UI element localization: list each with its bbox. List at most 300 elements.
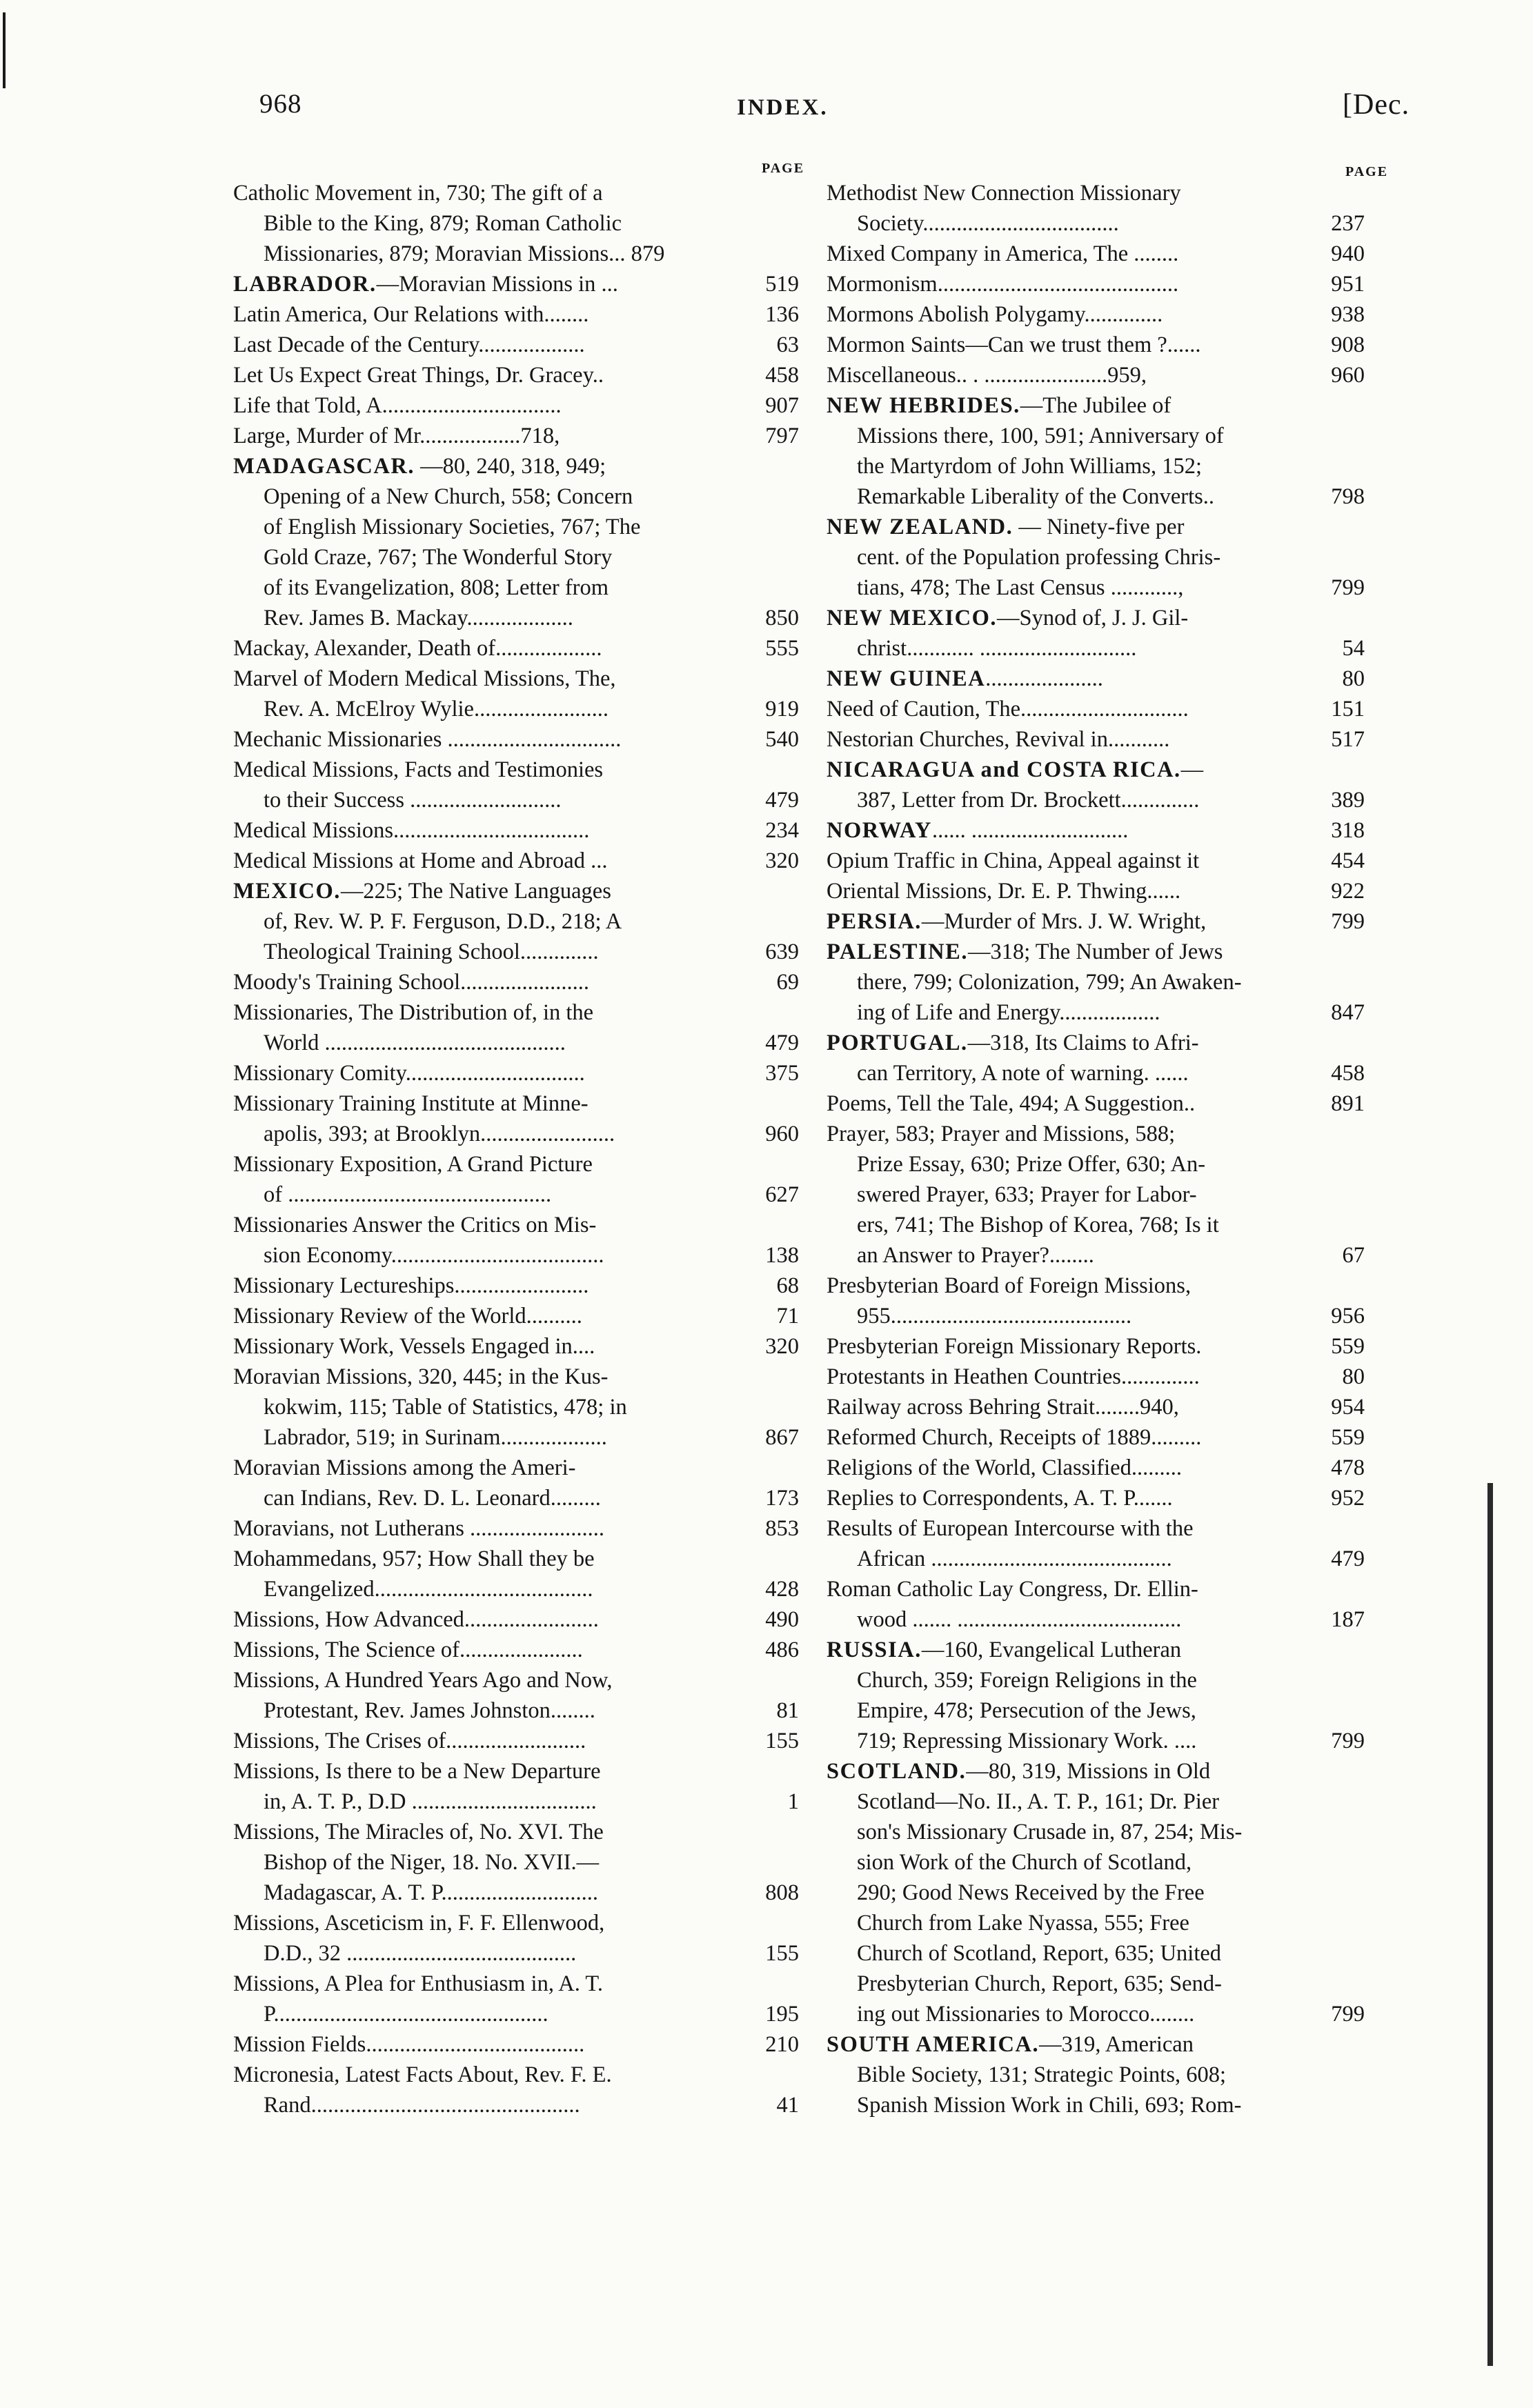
page-reference: 519 xyxy=(765,272,799,297)
entry-heading: NORWAY xyxy=(827,818,932,843)
index-entry xyxy=(233,846,799,876)
index-entry xyxy=(233,269,799,299)
entry-heading: SOUTH AMERICA. xyxy=(827,2032,1040,2057)
page-reference: 960 xyxy=(765,1122,799,1146)
entry-text: Mormon Saints—Can we trust them ?...... xyxy=(827,332,1201,357)
page-reference: 627 xyxy=(765,1182,799,1207)
entry-line xyxy=(827,1665,1365,1695)
entry-heading: NEW ZEALAND. xyxy=(827,515,1013,539)
entry-text: —160, Evangelical Lutheran xyxy=(921,1638,1182,1662)
index-entry xyxy=(827,906,1365,937)
index-entry xyxy=(827,1635,1365,1756)
index-entry xyxy=(233,1665,799,1726)
entry-line xyxy=(233,1695,799,1726)
entry-line xyxy=(827,846,1365,876)
page-reference: 479 xyxy=(765,1031,799,1055)
entry-text: Missionaries, The Distribution of, in the xyxy=(233,1000,594,1025)
entry-heading: MADAGASCAR. xyxy=(233,454,415,479)
entry-line xyxy=(827,299,1365,330)
entry-text: wood ....... ........................................ xyxy=(857,1607,1182,1632)
entry-text: Medical Missions at Home and Abroad ... xyxy=(233,848,608,873)
page-reference: 41 xyxy=(776,2093,799,2118)
entry-heading: PALESTINE. xyxy=(827,939,968,964)
entry-text: —80, 240, 318, 949; xyxy=(414,454,606,479)
entry-text: ers, 741; The Bishop of Korea, 768; Is it xyxy=(857,1213,1219,1237)
entry-line xyxy=(827,239,1365,269)
page-reference: 956 xyxy=(1331,1304,1365,1329)
right-index-column xyxy=(827,178,1365,2120)
index-entry xyxy=(827,1088,1365,1119)
index-entry xyxy=(827,330,1365,360)
entry-line xyxy=(233,269,799,299)
entry-text: Society................................... xyxy=(857,211,1119,236)
page-reference: 891 xyxy=(1331,1091,1365,1116)
page-reference: 799 xyxy=(1331,909,1365,934)
entry-text: kokwim, 115; Table of Statistics, 478; in xyxy=(264,1395,627,1420)
entry-line xyxy=(827,360,1365,390)
entry-text: Mormons Abolish Polygamy.............. xyxy=(827,302,1163,327)
page-reference: 155 xyxy=(765,1729,799,1753)
index-entry xyxy=(827,1028,1365,1088)
index-entry xyxy=(827,1513,1365,1574)
index-entry xyxy=(233,1604,799,1635)
index-entry xyxy=(233,1969,799,2029)
entry-line xyxy=(827,451,1365,481)
index-entry xyxy=(233,1210,799,1271)
entry-text: ..................... xyxy=(985,666,1103,691)
entry-text: in, A. T. P., D.D ................................. xyxy=(264,1789,597,1814)
entry-text: Missionary Comity................................ xyxy=(233,1061,585,1086)
index-entry xyxy=(233,390,799,421)
entry-text: World ........................................... xyxy=(264,1031,566,1055)
entry-text: Latin America, Our Relations with........ xyxy=(233,302,589,327)
entry-line xyxy=(827,1392,1365,1422)
page-title: INDEX. xyxy=(737,95,829,120)
entry-text: Missions, The Crises of......................... xyxy=(233,1729,586,1753)
page-reference: 490 xyxy=(765,1607,799,1632)
entry-text: —Murder of Mrs. J. W. Wright, xyxy=(921,909,1207,934)
entry-line xyxy=(827,1453,1365,1483)
page-reference: 151 xyxy=(1331,697,1365,722)
entry-text: Moravian Missions among the Ameri- xyxy=(233,1455,576,1480)
index-entry xyxy=(827,1574,1365,1635)
entry-line xyxy=(233,299,799,330)
entry-text: Medical Missions, Facts and Testimonies xyxy=(233,757,604,782)
index-entry xyxy=(827,360,1365,390)
entry-text: Mechanic Missionaries ............................... xyxy=(233,727,622,752)
entry-text: Missions, Asceticism in, F. F. Ellenwood, xyxy=(233,1911,605,1936)
entry-text: —318; The Number of Jews xyxy=(967,939,1223,964)
page-reference: 458 xyxy=(1331,1061,1365,1086)
index-entry xyxy=(827,390,1365,512)
entry-text: 719; Repressing Missionary Work. .... xyxy=(857,1729,1197,1753)
index-entry xyxy=(233,1756,799,1817)
entry-text: ing of Life and Energy.................. xyxy=(857,1000,1160,1025)
entry-text: Missions, A Plea for Enthusiasm in, A. T. xyxy=(233,1971,603,1996)
index-entry xyxy=(827,299,1365,330)
entry-text: Opening of a New Church, 558; Concern xyxy=(264,484,633,509)
page-reference: 954 xyxy=(1331,1395,1365,1420)
entry-text: Presbyterian Foreign Missionary Reports. xyxy=(827,1334,1202,1359)
entry-line xyxy=(827,1422,1365,1453)
entry-line xyxy=(233,1362,799,1392)
page-reference: 797 xyxy=(765,424,799,448)
entry-text: there, 799; Colonization, 799; An Awaken- xyxy=(857,970,1242,995)
index-entry xyxy=(827,1483,1365,1513)
entry-line xyxy=(233,1453,799,1483)
entry-line xyxy=(233,1635,799,1665)
page-reference: 940 xyxy=(1331,241,1365,266)
index-entry xyxy=(233,421,799,451)
entry-line xyxy=(233,208,799,239)
entry-line xyxy=(233,785,799,815)
entry-line xyxy=(827,1301,1365,1331)
entry-text: cent. of the Population professing Chris- xyxy=(857,545,1221,570)
index-entry xyxy=(233,2029,799,2060)
page-reference: 69 xyxy=(776,970,799,995)
entry-text: Labrador, 519; in Surinam................... xyxy=(264,1425,607,1450)
page-reference: 847 xyxy=(1331,1000,1365,1025)
entry-text: can Indians, Rev. D. L. Leonard......... xyxy=(264,1486,601,1511)
entry-line xyxy=(233,1604,799,1635)
page-reference: 210 xyxy=(765,2032,799,2057)
page-reference: 187 xyxy=(1331,1607,1365,1632)
entry-text: Mixed Company in America, The ........ xyxy=(827,241,1179,266)
index-entry xyxy=(233,815,799,846)
entry-line xyxy=(827,815,1365,846)
entry-text: Missions, A Hundred Years Ago and Now, xyxy=(233,1668,613,1693)
index-entry xyxy=(233,1908,799,1969)
entry-line xyxy=(233,421,799,451)
entry-line xyxy=(233,1847,799,1878)
entry-text: Protestants in Heathen Countries.............. xyxy=(827,1364,1200,1389)
entry-text: to their Success ........................... xyxy=(264,788,562,813)
index-entry xyxy=(827,269,1365,299)
entry-line xyxy=(827,512,1365,542)
page-reference: 951 xyxy=(1331,272,1365,297)
entry-text: Bishop of the Niger, 18. No. XVII.— xyxy=(264,1850,600,1875)
index-entry xyxy=(233,724,799,755)
entry-text: Madagascar, A. T. P............................ xyxy=(264,1880,598,1905)
entry-text: Missionaries Answer the Critics on Mis- xyxy=(233,1213,597,1237)
page-reference: 81 xyxy=(776,1698,799,1723)
index-entry xyxy=(233,1058,799,1088)
entry-line xyxy=(233,815,799,846)
entry-line xyxy=(827,785,1365,815)
page-reference: 907 xyxy=(765,393,799,418)
month-label: [Dec. xyxy=(1343,89,1410,121)
index-entry xyxy=(827,1119,1365,1271)
entry-line xyxy=(233,1271,799,1301)
entry-text: of ............................................... xyxy=(264,1182,552,1207)
entry-text: 387, Letter from Dr. Brockett.............. xyxy=(857,788,1200,813)
page-reference: 867 xyxy=(765,1425,799,1450)
index-entry xyxy=(827,724,1365,755)
entry-text: ing out Missionaries to Morocco........ xyxy=(857,2002,1195,2027)
page-reference: 919 xyxy=(765,697,799,722)
page-reference: 555 xyxy=(765,636,799,661)
entry-text: Missionary Lectureships........................ xyxy=(233,1273,589,1298)
page-reference: 237 xyxy=(1331,211,1365,236)
entry-line xyxy=(233,1422,799,1453)
entry-line xyxy=(233,937,799,967)
entry-text: Bible Society, 131; Strategic Points, 608; xyxy=(857,2062,1227,2087)
entry-line xyxy=(827,1028,1365,1058)
entry-line xyxy=(827,755,1365,785)
index-entry xyxy=(233,1331,799,1362)
page-reference: 63 xyxy=(776,332,799,357)
entry-line xyxy=(233,633,799,664)
entry-text: Micronesia, Latest Facts About, Rev. F. E. xyxy=(233,2062,612,2087)
page-reference: 908 xyxy=(1331,332,1365,357)
entry-text: Church, 359; Foreign Religions in the xyxy=(857,1668,1197,1693)
page-reference: 155 xyxy=(765,1941,799,1966)
page-reference: 517 xyxy=(1331,727,1365,752)
entry-line xyxy=(233,1513,799,1544)
entry-line xyxy=(827,1635,1365,1665)
entry-line xyxy=(827,967,1365,997)
entry-line xyxy=(827,633,1365,664)
entry-text: swered Prayer, 633; Prayer for Labor- xyxy=(857,1182,1197,1207)
index-entry xyxy=(827,664,1365,694)
index-entry xyxy=(233,1726,799,1756)
entry-line xyxy=(827,481,1365,512)
entry-line xyxy=(827,876,1365,906)
entry-line xyxy=(827,1331,1365,1362)
entry-text: Moravian Missions, 320, 445; in the Kus- xyxy=(233,1364,609,1389)
entry-text: tians, 478; The Last Census ............, xyxy=(857,575,1184,600)
index-entry xyxy=(827,1756,1365,2029)
entry-line xyxy=(827,2060,1365,2090)
entry-line xyxy=(827,1180,1365,1210)
entry-text: Prayer, 583; Prayer and Missions, 588; xyxy=(827,1122,1176,1146)
entry-text: Rev. A. McElroy Wylie........................ xyxy=(264,697,609,722)
entry-text: Missions, The Science of...................... xyxy=(233,1638,583,1662)
entry-text: Missions, Is there to be a New Departure xyxy=(233,1759,601,1784)
entry-line xyxy=(827,603,1365,633)
entry-text: Empire, 478; Persecution of the Jews, xyxy=(857,1698,1196,1723)
page-reference: 799 xyxy=(1331,575,1365,600)
entry-text: Protestant, Rev. James Johnston........ xyxy=(264,1698,595,1723)
page-reference: 389 xyxy=(1331,788,1365,813)
page-reference: 375 xyxy=(765,1061,799,1086)
entry-line xyxy=(233,1210,799,1240)
entry-line xyxy=(827,1726,1365,1756)
entry-heading: LABRADOR. xyxy=(233,272,377,297)
entry-line xyxy=(233,603,799,633)
entry-line xyxy=(233,1787,799,1817)
index-entry xyxy=(233,1453,799,1513)
index-entry xyxy=(233,967,799,997)
entry-line xyxy=(233,2090,799,2120)
page-reference: 479 xyxy=(765,788,799,813)
page-reference: 639 xyxy=(765,939,799,964)
entry-heading: NICARAGUA and COSTA RICA. xyxy=(827,757,1181,782)
entry-text: Large, Murder of Mr..................718, xyxy=(233,424,560,448)
entry-text: — xyxy=(1180,757,1204,782)
entry-text: Gold Craze, 767; The Wonderful Story xyxy=(264,545,613,570)
entry-line xyxy=(827,1240,1365,1271)
entry-line xyxy=(233,967,799,997)
index-entry xyxy=(233,1088,799,1149)
index-entry xyxy=(233,1362,799,1453)
page-reference: 922 xyxy=(1331,879,1365,904)
index-entry xyxy=(827,937,1365,1028)
entry-line xyxy=(233,1999,799,2029)
entry-line xyxy=(233,1180,799,1210)
right-page-column-heading: PAGE xyxy=(1345,164,1389,179)
index-entry xyxy=(827,512,1365,603)
margin-mark xyxy=(3,12,6,88)
entry-line xyxy=(827,1210,1365,1240)
page-reference: 938 xyxy=(1331,302,1365,327)
entry-line xyxy=(233,1149,799,1180)
entry-text: can Territory, A note of warning. ...... xyxy=(857,1061,1189,1086)
page-reference: 54 xyxy=(1342,636,1365,661)
entry-heading: SCOTLAND. xyxy=(827,1759,967,1784)
entry-line xyxy=(827,937,1365,967)
entry-line xyxy=(233,1301,799,1331)
entry-text: Missions, How Advanced........................ xyxy=(233,1607,599,1632)
entry-text: Missionary Exposition, A Grand Picture xyxy=(233,1152,593,1177)
entry-text: P................................................. xyxy=(264,2002,548,2027)
entry-text: —Moravian Missions in ... xyxy=(376,272,618,297)
entry-text: sion Work of the Church of Scotland, xyxy=(857,1850,1192,1875)
page-reference: 853 xyxy=(765,1516,799,1541)
entry-line xyxy=(827,2029,1365,2060)
entry-text: Last Decade of the Century................... xyxy=(233,332,585,357)
entry-line xyxy=(233,846,799,876)
entry-text: Religions of the World, Classified......... xyxy=(827,1455,1182,1480)
index-entry xyxy=(233,299,799,330)
page-reference: 540 xyxy=(765,727,799,752)
entry-line xyxy=(233,239,799,269)
entry-line xyxy=(827,1604,1365,1635)
entry-line xyxy=(827,2090,1365,2120)
entry-line xyxy=(233,664,799,694)
entry-line xyxy=(827,724,1365,755)
index-entry xyxy=(233,997,799,1058)
entry-heading: NEW MEXICO. xyxy=(827,606,998,630)
index-entry xyxy=(233,755,799,815)
entry-text: Rand................................................ xyxy=(264,2093,580,2118)
entry-text: son's Missionary Crusade in, 87, 254; Mis- xyxy=(857,1820,1243,1844)
page-reference: 320 xyxy=(765,848,799,873)
entry-line xyxy=(827,1787,1365,1817)
entry-line xyxy=(827,269,1365,299)
entry-line xyxy=(827,1513,1365,1544)
page-reference: 80 xyxy=(1342,1364,1365,1389)
entry-text: Missions, The Miracles of, No. XVI. The xyxy=(233,1820,604,1844)
index-entry xyxy=(233,1301,799,1331)
index-entry xyxy=(233,360,799,390)
index-entry xyxy=(827,1422,1365,1453)
entry-line xyxy=(233,1119,799,1149)
entry-line xyxy=(233,1574,799,1604)
entry-text: Remarkable Liberality of the Converts.. xyxy=(857,484,1215,509)
entry-text: —318, Its Claims to Afri- xyxy=(967,1031,1199,1055)
entry-line xyxy=(827,178,1365,208)
entry-line xyxy=(827,1878,1365,1908)
entry-heading: NEW GUINEA xyxy=(827,666,986,691)
entry-line xyxy=(827,1969,1365,1999)
entry-line xyxy=(827,1362,1365,1392)
entry-line xyxy=(827,1908,1365,1938)
entry-text: Results of European Intercourse with the xyxy=(827,1516,1194,1541)
page-reference: 960 xyxy=(1331,363,1365,388)
entry-text: Scotland—No. II., A. T. P., 161; Dr. Pier xyxy=(857,1789,1220,1814)
entry-text: Rev. James B. Mackay................... xyxy=(264,606,573,630)
entry-line xyxy=(233,1088,799,1119)
entry-line xyxy=(233,906,799,937)
page-reference: 479 xyxy=(1331,1546,1365,1571)
page-reference: 850 xyxy=(765,606,799,630)
page-reference: 559 xyxy=(1331,1425,1365,1450)
entry-text: an Answer to Prayer?........ xyxy=(857,1243,1094,1268)
index-entry xyxy=(827,815,1365,846)
entry-text: Life that Told, A................................ xyxy=(233,393,562,418)
entry-line xyxy=(233,1058,799,1088)
page-reference: 798 xyxy=(1331,484,1365,509)
entry-text: Replies to Correspondents, A. T. P....... xyxy=(827,1486,1173,1511)
entry-text: of its Evangelization, 808; Letter from xyxy=(264,575,609,600)
entry-line xyxy=(827,1149,1365,1180)
entry-line xyxy=(233,2060,799,2090)
entry-text: Missionary Training Institute at Minne- xyxy=(233,1091,589,1116)
entry-line xyxy=(233,997,799,1028)
page-reference: 71 xyxy=(776,1304,799,1329)
index-entry xyxy=(827,876,1365,906)
entry-line xyxy=(827,1088,1365,1119)
entry-line xyxy=(233,755,799,785)
entry-text: Miscellaneous.. . ......................959, xyxy=(827,363,1147,388)
index-entry xyxy=(233,1635,799,1665)
entry-line xyxy=(233,512,799,542)
entry-line xyxy=(827,1847,1365,1878)
entry-heading: NEW HEBRIDES. xyxy=(827,393,1020,418)
entry-line xyxy=(827,390,1365,421)
entry-line xyxy=(827,1119,1365,1149)
index-entry xyxy=(233,178,799,269)
entry-text: Missions there, 100, 591; Anniversary of xyxy=(857,424,1224,448)
entry-text: — Ninety-five per xyxy=(1013,515,1185,539)
entry-text: sion Economy...................................... xyxy=(264,1243,604,1268)
entry-line xyxy=(233,1665,799,1695)
page-reference: 799 xyxy=(1331,1729,1365,1753)
page-reference: 428 xyxy=(765,1577,799,1602)
entry-text: of English Missionary Societies, 767; The xyxy=(264,515,641,539)
entry-text: —The Jubilee of xyxy=(1020,393,1171,418)
entry-text: Prize Essay, 630; Prize Offer, 630; An- xyxy=(857,1152,1206,1177)
page-reference: 454 xyxy=(1331,848,1365,873)
entry-line xyxy=(233,1483,799,1513)
index-entry xyxy=(827,1392,1365,1422)
entry-text: 955........................................... xyxy=(857,1304,1132,1329)
entry-text: Marvel of Modern Medical Missions, The, xyxy=(233,666,616,691)
entry-text: 290; Good News Received by the Free xyxy=(857,1880,1205,1905)
entry-text: Reformed Church, Receipts of 1889......... xyxy=(827,1425,1202,1450)
entry-text: Need of Caution, The.............................. xyxy=(827,697,1189,722)
entry-text: Oriental Missions, Dr. E. P. Thwing...... xyxy=(827,879,1181,904)
entry-text: Methodist New Connection Missionary xyxy=(827,181,1181,206)
entry-text: Mohammedans, 957; How Shall they be xyxy=(233,1546,595,1571)
entry-line xyxy=(827,997,1365,1028)
entry-line xyxy=(233,1028,799,1058)
entry-text: Missionary Review of the World.......... xyxy=(233,1304,582,1329)
page-reference: 1 xyxy=(787,1789,799,1814)
entry-line xyxy=(233,573,799,603)
entry-text: —Synod of, J. J. Gil- xyxy=(997,606,1189,630)
